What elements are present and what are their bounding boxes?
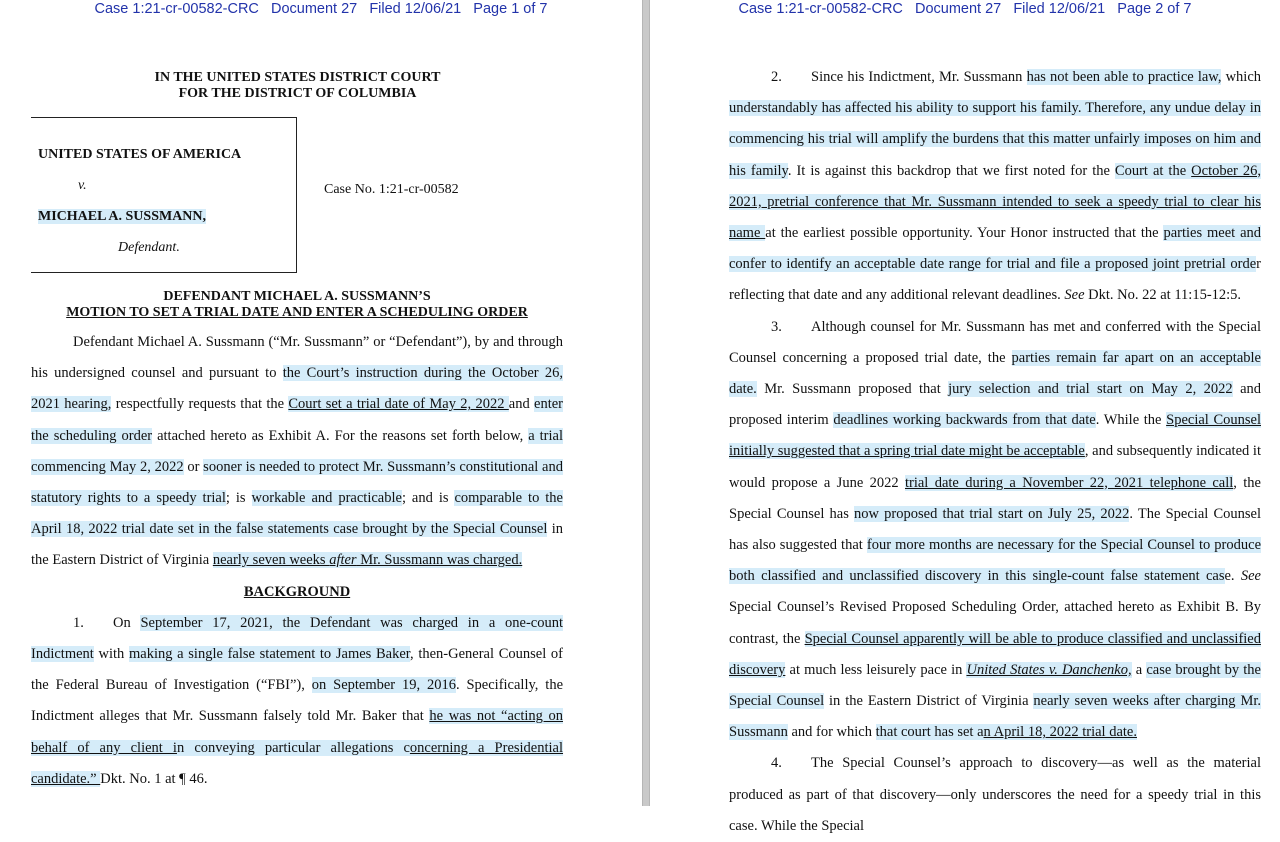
paragraph-number: 2. xyxy=(771,69,782,85)
numbered-paragraph-4 xyxy=(729,748,1261,842)
text-run: Dkt. No. 1 at ¶ 46. xyxy=(100,770,208,787)
highlight: October 26, 2021, pretrial conference that Mr. Sussmann intended to seek a speedy trial to clear his name xyxy=(729,162,1261,242)
numbered-paragraph-3 xyxy=(729,312,1261,749)
text-run: which xyxy=(1221,69,1262,85)
paragraph-number: 1. xyxy=(73,614,84,631)
motion-title xyxy=(31,289,563,320)
text-run: in the Eastern District of Virginia xyxy=(31,521,564,569)
text-run: or xyxy=(183,458,204,475)
highlight: jury selection and trial start on May 2, 2022 xyxy=(948,381,1233,398)
text-run: Although counsel for Mr. Sussmann has met and conferred with the Special Counsel concerning a proposed trial date, the xyxy=(729,318,1261,366)
page-gutter xyxy=(642,0,650,806)
text-run: at the earliest possible opportunity. Your Honor instructed that the xyxy=(765,225,1164,242)
highlight: nearly seven weeks xyxy=(212,552,330,569)
page-header: Case 1:21-cr-00582-CRC Document 27 Filed 12/06/21 Page 2 of 7 xyxy=(738,1,1192,17)
document-page-1 xyxy=(0,0,642,806)
highlight: he was not “acting on behalf of any client i xyxy=(31,708,563,756)
numbered-paragraph-1 xyxy=(31,608,563,795)
text-run: On xyxy=(113,614,141,631)
highlight: parties remain far apart on an acceptable date. xyxy=(729,349,1261,398)
caption-versus: v. xyxy=(78,178,87,193)
highlight: trial date during a November 22, 2021 telephone call xyxy=(904,474,1234,491)
highlight: a trial commencing May 2, 2022 xyxy=(31,427,563,475)
text-run: at much less leisurely pace in xyxy=(785,661,967,678)
highlight: comparable to the April 18, 2022 trial date set in the false statements case brought by the Special Counsel xyxy=(31,490,563,538)
text-run: , then-General Counsel of the Federal Bureau of Investigation (“FBI”), xyxy=(31,646,563,694)
document-page-2 xyxy=(650,0,1280,834)
page-2-body xyxy=(729,62,1261,842)
citation-signal: See xyxy=(1240,568,1261,585)
highlight: has not been able to practice law, xyxy=(1026,69,1222,85)
motion-title-line: MOTION TO SET A TRIAL DATE AND ENTER A SCHEDULING ORDER xyxy=(66,304,528,320)
text-run: ; and is xyxy=(401,490,455,507)
highlight: n April 18, 2022 trial date. xyxy=(983,724,1137,741)
text-run: Special Counsel’s Revised Proposed Scheduling Order, attached hereto as Exhibit B. By contrast, the xyxy=(729,599,1261,647)
motion-title-line: DEFENDANT MICHAEL A. SUSSMANN’S xyxy=(163,289,431,304)
text-run: , and subsequently indicated it would propose a June 2022 xyxy=(729,443,1261,491)
text-run: The Special Counsel’s approach to discovery—as well as the material produced as part of that discovery—only underscores the need for a speedy trial in this case. While the Special xyxy=(729,755,1261,834)
highlight: September 17, 2021, the Defendant was charged in a one-count Indictment xyxy=(31,614,563,663)
text-run: Since his Indictment, Mr. Sussmann xyxy=(811,69,1027,85)
paragraph-number: 3. xyxy=(771,318,782,335)
highlight: now proposed that trial start on July 25, 2022 xyxy=(854,505,1130,522)
page-header: Case 1:21-cr-00582-CRC Document 27 Filed 12/06/21 Page 1 of 7 xyxy=(94,1,548,17)
highlight: the Court’s instruction during the October 26, 2021 hearing, xyxy=(31,365,563,413)
text-run: . The Special Counsel has also suggested that xyxy=(729,505,1261,554)
highlight: understandably has affected his ability to support his family. Therefore, any undue delay in commencing his trial will amplify the burdens that this matter unfairly imposes on him and his family xyxy=(729,100,1261,179)
text-run: r reflecting that date and any additional relevant deadlines. xyxy=(729,256,1261,304)
page-1-body xyxy=(31,327,563,795)
intro-paragraph xyxy=(31,327,563,577)
text-run: . It is against this backdrop that we first noted for the xyxy=(787,162,1115,179)
text-run: attached hereto as Exhibit A. For the reasons set forth below, xyxy=(152,427,529,444)
text-run: and proposed interim xyxy=(729,381,1261,429)
court-heading-line: IN THE UNITED STATES DISTRICT COURT xyxy=(154,70,441,85)
citation-signal: See xyxy=(1064,287,1085,304)
paragraph-number: 4. xyxy=(771,755,782,772)
text-run: e. xyxy=(1224,568,1241,585)
highlight: deadlines working backwards from that date xyxy=(833,412,1096,429)
highlight: n conveying particular allegations c xyxy=(176,739,410,756)
text-run: with xyxy=(93,646,129,663)
text-run: in the Eastern District of Virginia xyxy=(824,693,1034,710)
text-run: ; is xyxy=(225,490,252,507)
text-run: and for which xyxy=(787,724,876,741)
caption-defendant-label: Defendant. xyxy=(118,240,180,255)
highlight: Court set a trial date of May 2, 2022 xyxy=(288,396,509,413)
highlight: Mr. Sussmann was charged. xyxy=(356,552,523,569)
highlight: oncerning a Presidential candidate.” xyxy=(31,739,564,787)
highlight: Special Counsel apparently will be able to produce classified and unclassified discovery xyxy=(729,630,1261,678)
highlight: on September 19, 2016 xyxy=(311,677,456,694)
caption-defendant-name: MICHAEL A. SUSSMANN, xyxy=(38,209,207,224)
text-run: a xyxy=(1131,661,1147,678)
numbered-paragraph-2 xyxy=(729,62,1261,312)
highlight: Special Counsel initially suggested that a spring trial date might be acceptable xyxy=(729,412,1261,460)
highlight: that court has set a xyxy=(875,724,984,741)
highlight: after xyxy=(329,552,357,569)
highlight: case brought by the Special Counsel xyxy=(729,661,1261,710)
highlight: parties meet and confer to identify an acceptable date range for trial and file a proposed joint pretrial orde xyxy=(729,225,1262,273)
highlight: nearly seven weeks after charging Mr. Sussmann xyxy=(729,693,1261,741)
text-run: and xyxy=(508,396,535,413)
case-number: Case No. 1:21-cr-00582 xyxy=(324,182,459,197)
text-run: . While the xyxy=(1095,412,1167,429)
highlight: Court at the xyxy=(1114,162,1192,179)
court-heading-line: FOR THE DISTRICT OF COLUMBIA xyxy=(178,86,417,101)
text-run: Defendant Michael A. Sussmann (“Mr. Sussmann” or “Defendant”), by and through his undersigned counsel and pursuant to xyxy=(31,334,563,382)
court-heading xyxy=(60,70,535,102)
highlight: four more months are necessary for the Special Counsel to produce both classified and unclassified discovery in this single-count false statement cas xyxy=(729,537,1262,585)
text-run: . Specifically, the Indictment alleges that Mr. Sussmann falsely told Mr. Baker that xyxy=(31,677,564,725)
caption-plaintiff: UNITED STATES OF AMERICA xyxy=(38,147,242,162)
text-run: respectfully requests that the xyxy=(111,396,289,413)
background-heading: BACKGROUND xyxy=(243,583,351,600)
text-run: Mr. Sussmann proposed that xyxy=(756,381,949,398)
highlight: United States v. Danchenko, xyxy=(966,661,1132,678)
highlight: workable and practicable xyxy=(251,490,402,507)
highlight: sooner is needed to protect Mr. Sussmann’s constitutional and statutory rights to a speedy trial xyxy=(31,458,563,507)
text-run: Dkt. No. 22 at 11:15-12:5. xyxy=(1084,287,1242,304)
text-run: , the Special Counsel has xyxy=(729,474,1261,522)
highlight: making a single false statement to James Baker xyxy=(128,646,411,663)
highlight: enter the scheduling order xyxy=(31,396,564,444)
